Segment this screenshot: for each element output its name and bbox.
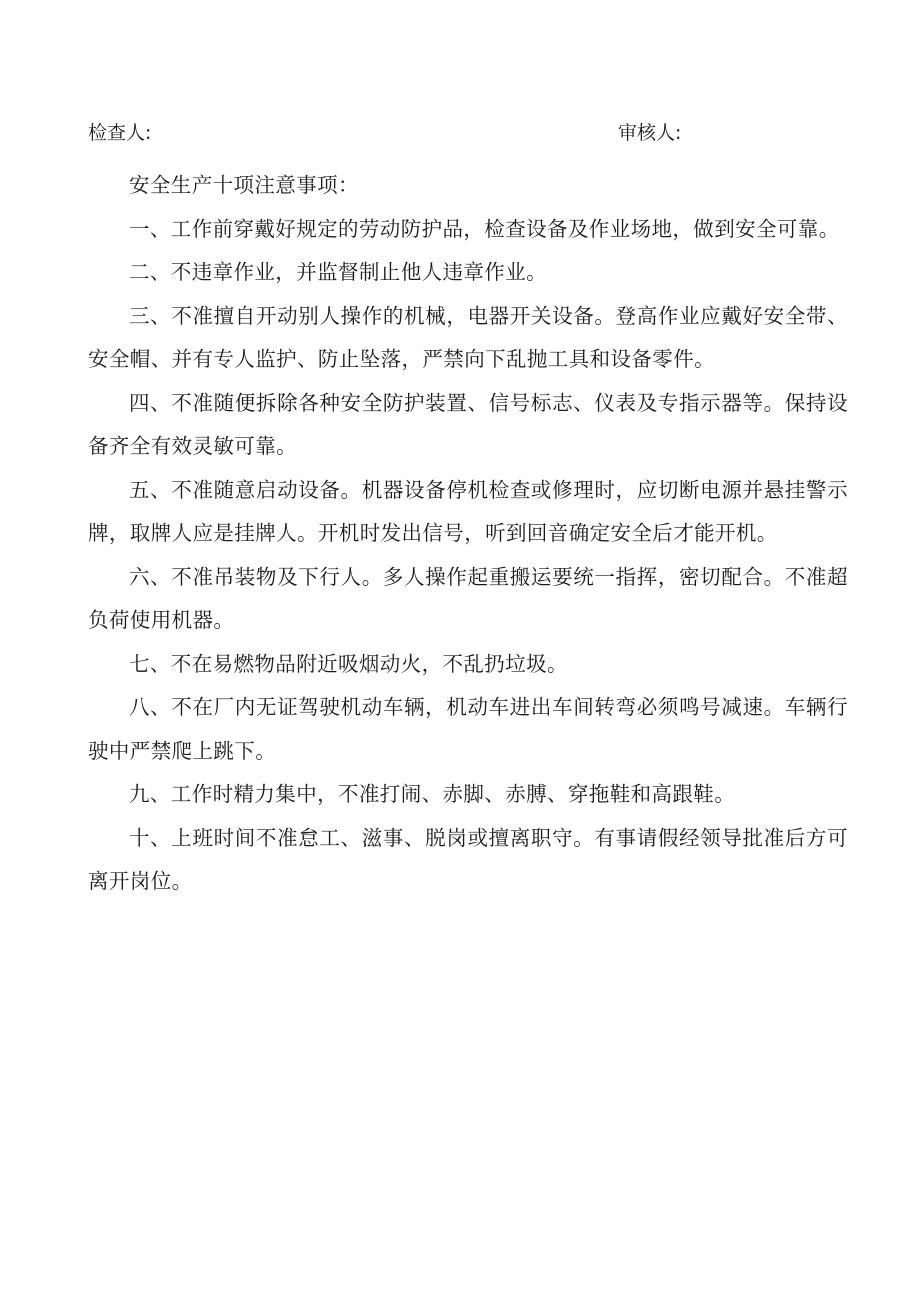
rule-item-9: 九、工作时精力集中，不准打闹、赤脚、赤膊、穿拖鞋和高跟鞋。 — [129, 782, 736, 806]
rule-item-1: 一、工作前穿戴好规定的劳动防护品，检查设备及作业场地，做到安全可靠。 — [129, 216, 840, 241]
rule-item-2: 二、不违章作业，并监督制止他人违章作业。 — [129, 260, 547, 284]
checker-label: 检查人 : — [88, 118, 151, 145]
rule-item-10: 十、上班时间不准怠工、滋事、脱岗或擅离职守。有事请假经领导批准后方可离开岗位。 — [88, 825, 848, 893]
rule-item-7: 七、不在易燃物品附近吸烟动火，不乱扔垃圾。 — [129, 651, 568, 676]
reviewer-label: 审核人 : — [618, 118, 681, 145]
rule-item-6: 六、不准吊装物及下行人。多人操作起重搬运要统一指挥，密切配合。不准超负荷使用机器。 — [88, 564, 848, 632]
signature-row — [88, 118, 848, 148]
rule-item-5: 五、不准随意启动设备。机器设备停机检查或修理时，应切断电源并悬挂警示牌，取牌人应是挂牌人。开机时发出信号，听到回音确定安全后才能开机。 — [88, 477, 848, 545]
safety-rules-body — [88, 164, 848, 904]
rules-heading: 安全生产十项注意事项： — [129, 173, 359, 197]
rule-item-3: 三、不准擅自开动别人操作的机械，电器开关设备。登高作业应戴好安全带、安全帽、并有专人监护、防止坠落，严禁向下乱抛工具和设备零件。 — [88, 303, 848, 371]
rule-item-8: 八、不在厂内无证驾驶机动车辆，机动车进出车间转弯必须鸣号减速。车辆行驶中严禁爬上跳下。 — [88, 695, 848, 763]
rule-item-4: 四、不准随便拆除各种安全防护装置、信号标志、仪表及专指示器等。保持设备齐全有效灵敏可靠。 — [88, 390, 848, 458]
